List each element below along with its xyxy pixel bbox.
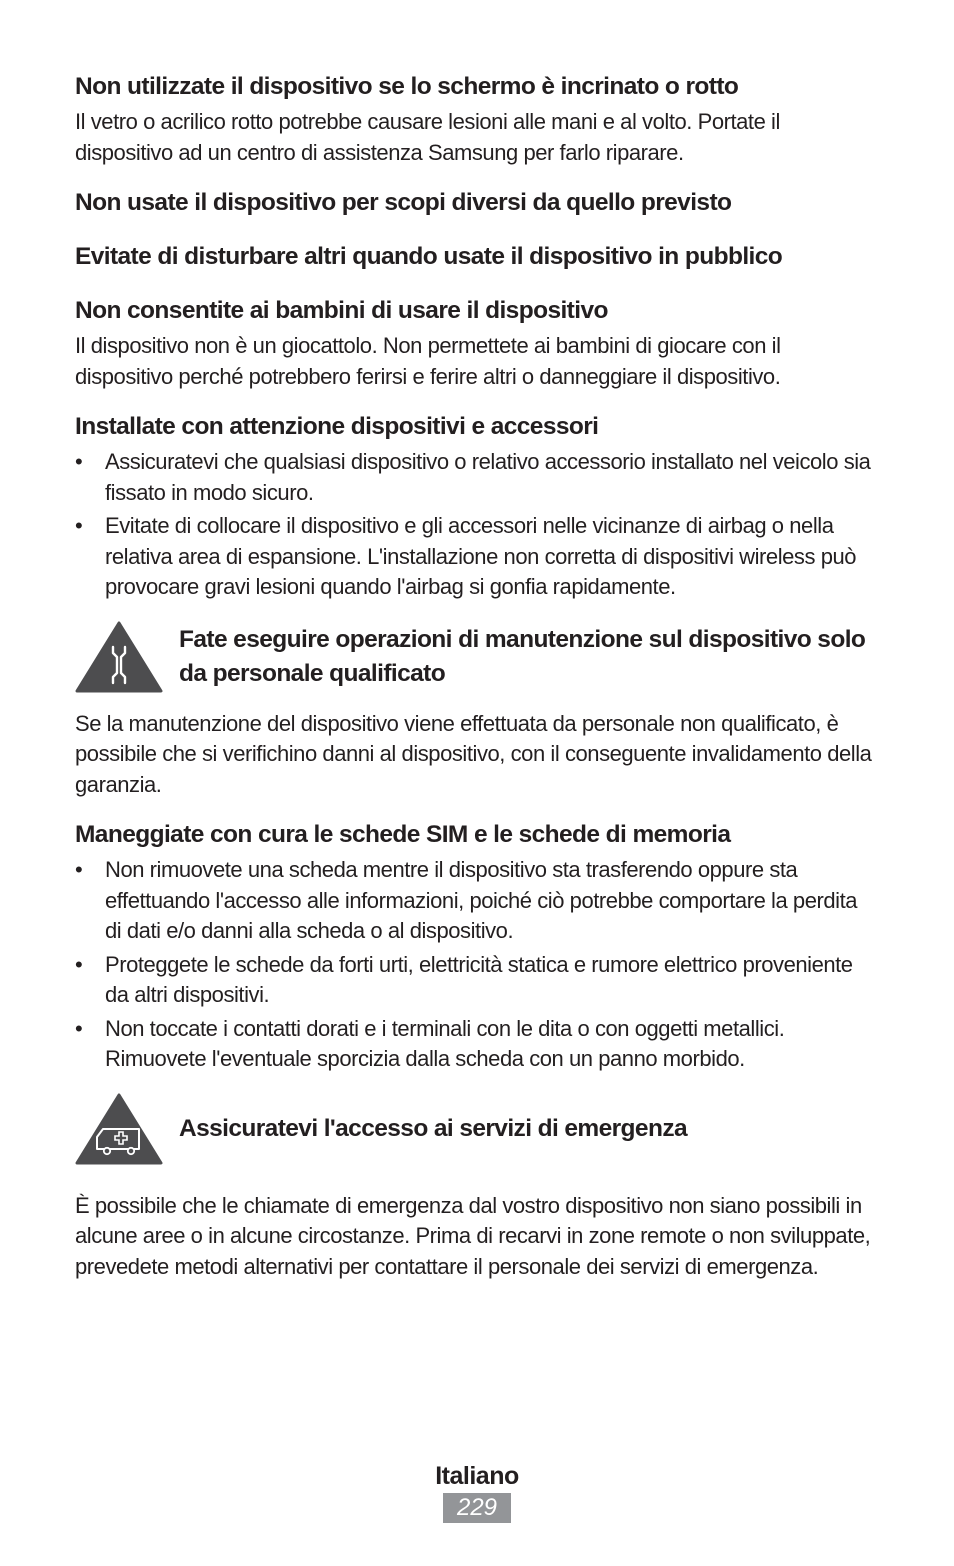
- section-heading: Installate con attenzione dispositivi e accessori: [75, 413, 599, 440]
- bullet-list: [75, 447, 875, 603]
- warning-header: [75, 621, 875, 693]
- bullet-marker: •: [75, 951, 83, 977]
- section-body: Il vetro o acrilico rotto potrebbe causare lesioni alle mani e al volto. Portate il dispositivo ad un centro di assistenza Samsung per farlo riparare.: [75, 109, 780, 165]
- warning-header: [75, 1093, 875, 1165]
- list-item-text: Non toccate i contatti dorati e i terminali con le dita o con oggetti metallici. Rimuovete l'eventuale sporcizia dalla scheda con un panno morbido.: [105, 1015, 785, 1071]
- list-item: [75, 855, 875, 947]
- section-body: Se la manutenzione del dispositivo viene effettuata da personale non qualificato, è possibile che si verifichino danni al dispositivo, con il conseguente invalidamento della garanzia.: [75, 710, 872, 797]
- bullet-marker: •: [75, 857, 83, 882]
- section-heading: Assicuratevi l'accesso ai servizi di emergenza: [179, 1114, 687, 1142]
- bullet-marker: •: [75, 449, 83, 474]
- section-heading: Fate eseguire operazioni di manutenzione sul dispositivo solo da personale qualificato: [179, 625, 866, 687]
- bullet-marker: •: [75, 513, 83, 538]
- section-body: È possibile che le chiamate di emergenza dal vostro dispositivo non siano possibili in alcune aree o in alcune circostanze. Prima di recarvi in zone remote o non sviluppate, prevedete metodi alternativi per contattare il personale dei servizi di emergenza.: [75, 1192, 871, 1279]
- list-item-text: Assicuratevi che qualsiasi dispositivo o relativo accessorio installato nel veicolo sia fissato in modo sicuro.: [105, 449, 871, 505]
- page-number: 229: [443, 1493, 511, 1523]
- section-install-accessories: [75, 410, 875, 603]
- section-sim-cards: [75, 818, 875, 1075]
- list-item-text: Evitate di collocare il dispositivo e gli accessori nelle vicinanze di airbag o nella relativa area di espansione. L'installazione non corretta di dispositivi wireless può provocare gravi lesioni quando l'airbag si gonfia rapidamente.: [105, 513, 857, 599]
- section-public-use: [75, 240, 875, 273]
- section-intended-use: [75, 186, 875, 219]
- document-page: [75, 70, 875, 1282]
- section-children: [75, 294, 875, 392]
- section-heading: Non utilizzate il dispositivo se lo schermo è incrinato o rotto: [75, 73, 739, 100]
- section-heading: Non consentite ai bambini di usare il dispositivo: [75, 297, 608, 324]
- section-qualified-service: [75, 621, 875, 801]
- bullet-marker: •: [75, 1015, 83, 1041]
- list-item: [75, 447, 875, 508]
- list-item: [75, 1014, 875, 1075]
- list-item: [75, 950, 875, 1011]
- wrench-warning-icon: [75, 621, 163, 693]
- bullet-list: [75, 855, 875, 1075]
- section-heading: Non usate il dispositivo per scopi diversi da quello previsto: [75, 189, 732, 216]
- list-item-text: Non rimuovete una scheda mentre il dispositivo sta trasferendo oppure sta effettuando l'accesso alle informazioni, poiché ciò potrebbe comportare la perdita di dati e/o danni alla scheda o al dispositivo.: [105, 857, 858, 943]
- ambulance-warning-icon: [75, 1093, 163, 1165]
- section-body: Il dispositivo non è un giocattolo. Non permettete ai bambini di giocare con il dispositivo perché potrebbero ferirsi e ferire altri o danneggiare il dispositivo.: [75, 333, 781, 389]
- page-footer: [0, 1462, 954, 1523]
- section-broken-screen: [75, 70, 875, 168]
- section-heading: Maneggiate con cura le schede SIM e le schede di memoria: [75, 821, 731, 848]
- list-item-text: Proteggete le schede da forti urti, elettricità statica e rumore elettrico proveniente da altri dispositivi.: [105, 951, 853, 1007]
- section-heading: Evitate di disturbare altri quando usate il dispositivo in pubblico: [75, 243, 783, 270]
- section-emergency-services: [75, 1093, 875, 1283]
- list-item: [75, 511, 875, 603]
- footer-language: Italiano: [435, 1462, 519, 1490]
